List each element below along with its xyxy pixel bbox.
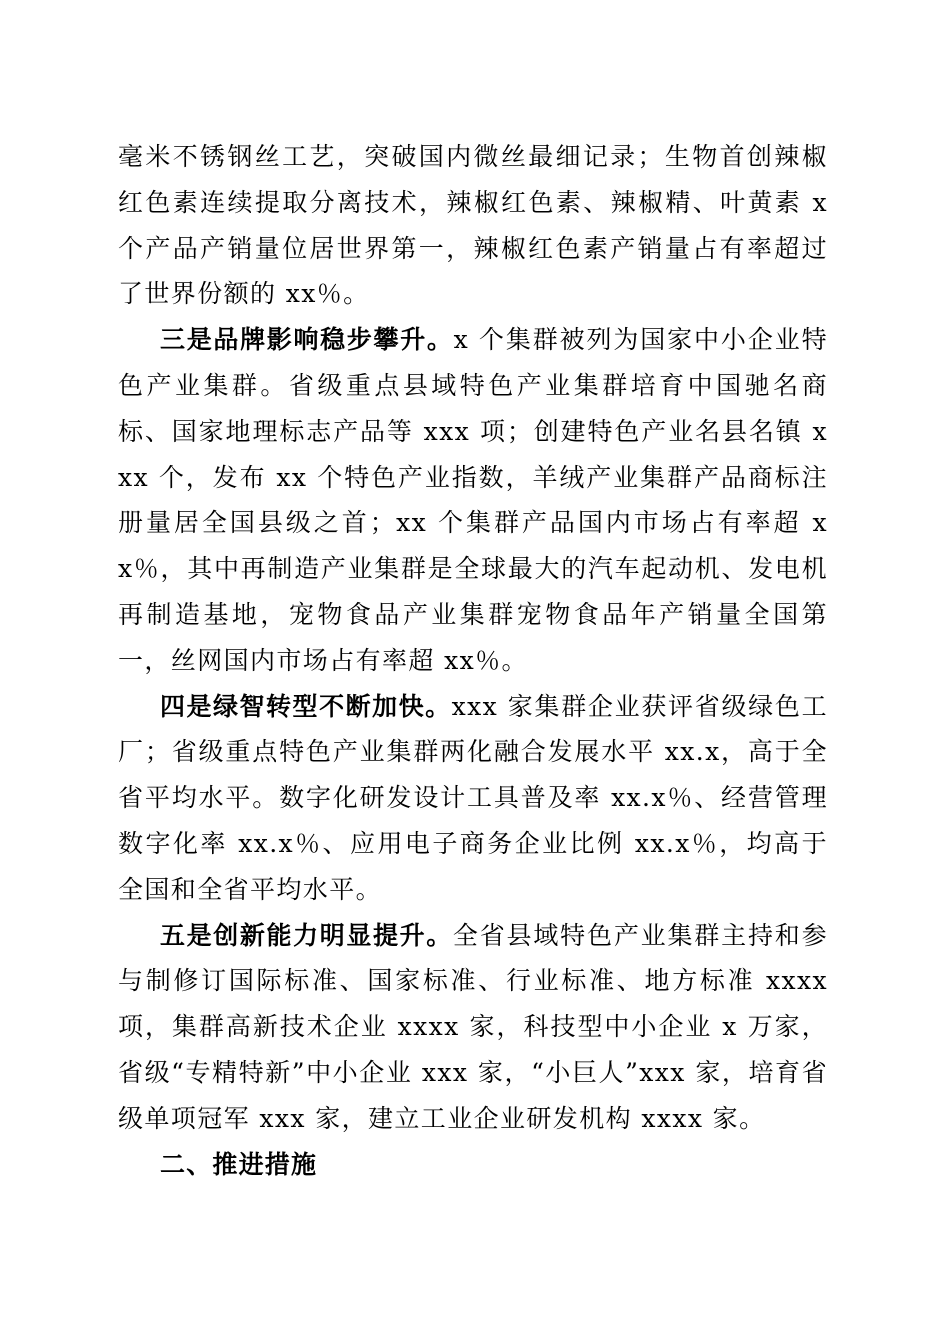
section-heading: 二、推进措施 [160, 1149, 318, 1179]
paragraph-lead: 四是绿智转型不断加快。 [160, 691, 452, 721]
paragraph-continuation [118, 134, 828, 317]
paragraph-lead: 五是创新能力明显提升。 [160, 920, 453, 950]
paragraph-text: 全省县域特色产业集群主持和参与制修订国际标准、国家标准、行业标准、地方标准 xxxx 项，集群高新技术企业 xxxx 家，科技型中小企业 x 万家，省级“专精特新”中小企业 xxx 家，“小巨人”xxx 家，培育省级单项冠军 xxx 家，建立工业企业研发机构 xxxx 家。 [118, 920, 828, 1133]
paragraph-text: 毫米不锈钢丝工艺，突破国内微丝最细记录；生物首创辣椒红色素连续提取分离技术，辣椒红色素、辣椒精、叶黄素 x 个产品产销量位居世界第一，辣椒红色素产销量占有率超过了世界份额的 xx％。 [118, 142, 828, 309]
document-page [118, 134, 828, 1187]
paragraph-text: x 个集群被列为国家中小企业特色产业集群。省级重点县域特色产业集群培育中国驰名商标、国家地理标志产品等 xxx 项；创建特色产业名县名镇 xxx 个，发布 xx 个特色产业指数，羊绒产业集群产品商标注册量居全国县级之首；xx 个集群产品国内市场占有率超 xx％，其中再制造产业集群是全球最大的汽车起动机、发电机再制造基地，宠物食品产业集群宠物食品年产销量全国第一，丝网国内市场占有率超 xx％。 [118, 325, 828, 675]
paragraph-text: xxx 家集群企业获评省级绿色工厂；省级重点特色产业集群两化融合发展水平 xx.x，高于全省平均水平。数字化研发设计工具普及率 xx.x％、经营管理数字化率 xx.x％、应用电子商务企业比例 xx.x％，均高于全国和全省平均水平。 [118, 691, 828, 904]
paragraph-green-smart [118, 684, 828, 913]
paragraph-brand-influence [118, 317, 828, 683]
paragraph-innovation [118, 913, 828, 1142]
paragraph-lead: 三是品牌影响稳步攀升。 [160, 325, 454, 355]
